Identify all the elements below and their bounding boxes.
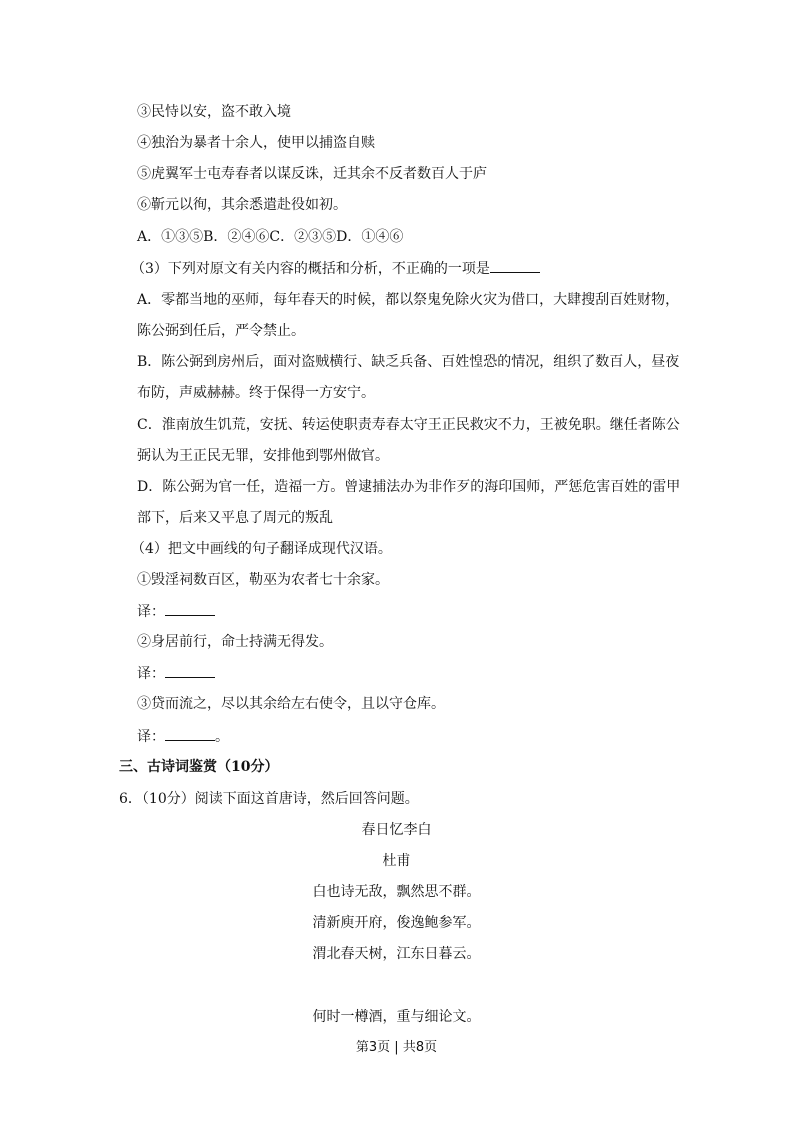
translation-label: 译： — [137, 666, 165, 682]
answer-choices: A．①③⑤B．②④⑥C．②③⑤D．①④⑥ — [137, 229, 404, 245]
translation-3 — [137, 726, 229, 747]
question-3 — [131, 258, 540, 279]
choice-c-line2: 弼认为王正民无罪，安排他到鄂州做官。 — [137, 448, 389, 464]
question-3-text: （3）下列对原文有关内容的概括和分析，不正确的一项是 — [131, 261, 490, 277]
choice-d-line1: D．陈公弼为官一任，造福一方。曾逮捕法办为非作歹的海印国师，严惩危害百姓的雷甲 — [137, 479, 681, 495]
poem-title: 春日忆李白 — [361, 822, 432, 838]
sentence-1: ①毁淫祠数百区，勒巫为农者七十余家。 — [137, 572, 389, 588]
question-4: （4）把文中画线的句子翻译成现代汉语。 — [131, 541, 392, 557]
poem-author: 杜甫 — [382, 853, 411, 869]
answer-blank — [165, 601, 215, 616]
choice-b-line2: 布防，声威赫赫。终于保得一方安宁。 — [137, 385, 375, 401]
sentence-3: ③贷而流之，尽以其余给左右使令，且以守仓库。 — [137, 696, 445, 712]
poem-verse-1: 白也诗无敌，飘然思不群。 — [312, 884, 481, 900]
sentence-2: ②身居前行，命士持满无得发。 — [137, 634, 333, 650]
period: 。 — [215, 729, 229, 745]
option-line-5: ⑤虎翼军士屯寿春者以谋反诛，迁其余不反者数百人于庐 — [137, 166, 487, 182]
choice-d-line2: 部下，后来又平息了周元的叛乱 — [137, 510, 333, 526]
option-line-3: ③民恃以安，盗不敢入境 — [137, 104, 291, 120]
question-6: 6．（10分）阅读下面这首唐诗，然后回答问题。 — [119, 791, 419, 807]
translation-2 — [137, 663, 215, 684]
choice-a-line2: 陈公弼到任后，严令禁止。 — [137, 323, 305, 339]
choice-c-line1: C．淮南放生饥荒，安抚、转运使职责寿春太守王正民救灾不力，王被免职。继任者陈公 — [137, 417, 680, 433]
translation-label: 译： — [137, 604, 165, 620]
choice-a-line1: A．零都当地的巫师，每年春天的时候，都以祭鬼免除火灾为借口，大肆搜刮百姓财物， — [137, 292, 680, 308]
choice-b-line1: B．陈公弼到房州后，面对盗贼横行、缺乏兵备、百姓惶恐的情况，组织了数百人，昼夜 — [137, 354, 680, 370]
poem-verse-4: 何时一樽酒，重与细论文。 — [312, 1009, 481, 1025]
answer-blank — [165, 663, 215, 678]
answer-blank — [490, 258, 540, 273]
option-line-4: ④独治为暴者十余人，使甲以捕盗自赎 — [137, 135, 375, 151]
page-footer: 第3页 | 共8页 — [355, 1040, 438, 1055]
answer-blank — [165, 726, 215, 741]
option-line-6: ⑥靳元以徇，其余悉遣赴役如初。 — [137, 197, 347, 213]
poem-verse-2: 清新庾开府，俊逸鲍参军。 — [312, 915, 481, 931]
section-heading: 三、古诗词鉴赏（10分） — [119, 759, 279, 775]
translation-label: 译： — [137, 729, 165, 745]
translation-1 — [137, 601, 215, 622]
poem-verse-3: 渭北春天树，江东日暮云。 — [312, 946, 481, 962]
